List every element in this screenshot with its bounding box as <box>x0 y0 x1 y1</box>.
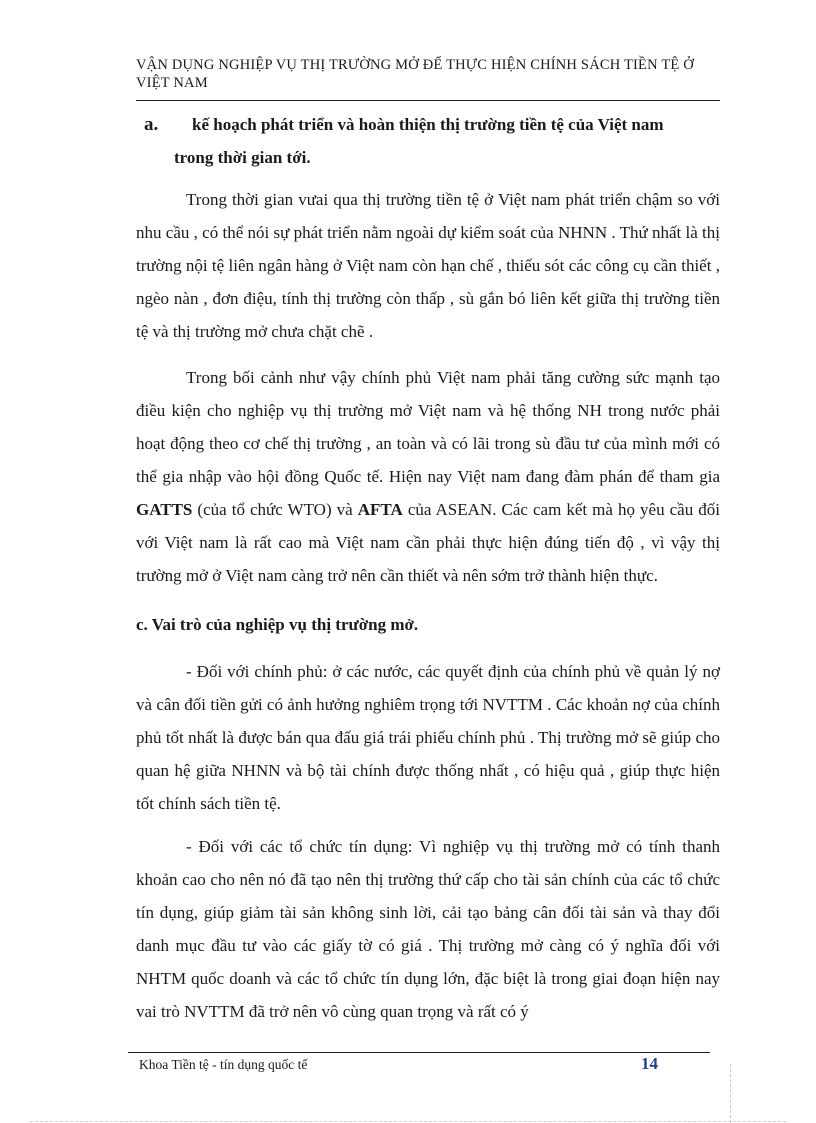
footer-faculty: Khoa Tiền tệ - tín dụng quốc tế <box>139 1057 308 1072</box>
section-c-heading: c. Vai trò của nghiệp vụ thị trường mở. <box>136 615 419 634</box>
section-a-heading-line2: trong thời gian tới. <box>174 148 311 167</box>
paragraph-government-context <box>136 361 720 592</box>
footer-divider <box>128 1052 710 1053</box>
section-a-marker: a. <box>144 114 159 135</box>
page-bottom-edge <box>30 1121 786 1122</box>
document-body <box>136 104 720 1028</box>
section-a-heading-line1: kế hoạch phát triển và hoàn thiện thị trường tiền tệ của Việt nam <box>192 115 664 134</box>
paragraph-text: (của tổ chức WTO) và <box>192 500 358 519</box>
gatts-term: GATTS <box>136 500 193 519</box>
paragraph-role-government: - Đối với chính phủ: ở các nước, các quyết định của chính phủ về quản lý nợ và cân đối tiền gửi có ảnh hưởng nghiêm trọng tới NVTTM . Các khoản nợ của chính phủ tốt nhất là được bán qua đấu giá trái phiếu chính phủ . Thị trường mở sẽ giúp cho quan hệ giữa NHNN và bộ tài chính được thống nhất , có hiệu quả , giúp thực hiện tốt chính sách tiền tệ. <box>136 662 720 813</box>
section-a-heading <box>136 108 720 141</box>
afta-term: AFTA <box>357 500 403 519</box>
paragraph-text: của ASEAN. Các cam kết mà họ yêu cầu đối với Việt nam là rất cao mà Việt nam cần phải thực hiện đúng tiến độ , vì vậy thị trường mở ở Việt nam càng trở nên cần thiết và nên sớm trở thành hiện thực. <box>136 500 720 585</box>
page-header-title: VẬN DỤNG NGHIỆP VỤ THỊ TRƯỜNG MỞ ĐỂ THỰC HIỆN CHÍNH SÁCH TIỀN TỆ Ở VIỆT NAM <box>136 57 694 91</box>
header-divider <box>136 100 720 101</box>
paragraph-role-credit-institutions: - Đối với các tổ chức tín dụng: Vì nghiệp vụ thị trường mở có tính thanh khoản cao cho nên nó đã tạo nên thị trường thứ cấp cho tài sản chính của các tổ chức tín dụng, giúp giảm tài sản không sinh lời, cải tạo bảng cân đối tài sản và thay đổi danh mục đầu tư vào các giấy tờ có giá . Thị trường mở càng có ý nghĩa đối với NHTM quốc doanh và các tổ chức tín dụng lớn, đặc biệt là trong giai đoạn hiện nay vai trò NVTTM đã trở nên vô cùng quan trọng và rất có ý <box>136 837 720 1021</box>
paragraph-money-market-development: Trong thời gian vưai qua thị trường tiền tệ ở Việt nam phát triển chậm so với nhu cầu , có thể nói sự phát triển nằm ngoài dự kiểm soát của NHNN . Thứ nhất là thị trường nội tệ liên ngân hàng ở Việt nam còn hạn chế , thiếu sót các công cụ cần thiết , ngèo nàn , đơn điệu, tính thị trường còn thấp , sù gắn bó liên kết giữa thị trường tiền tệ và thị trường mở chưa chặt chẽ . <box>136 190 720 341</box>
paragraph-text: Trong bối cảnh như vậy chính phủ Việt nam phải tăng cường sức mạnh tạo điều kiện cho nghiệp vụ thị trường mở Việt nam và hệ thống NH trong nước phải hoạt động theo cơ chế thị trường , an toàn và có lãi trong sù đầu tư của mình mới có thể gia nhập vào hội đồng Quốc tế. Hiện nay Việt nam đang đàm phán để tham gia <box>136 368 720 486</box>
page-number: 14 <box>641 1054 658 1073</box>
page-margin-guide <box>730 1064 731 1123</box>
